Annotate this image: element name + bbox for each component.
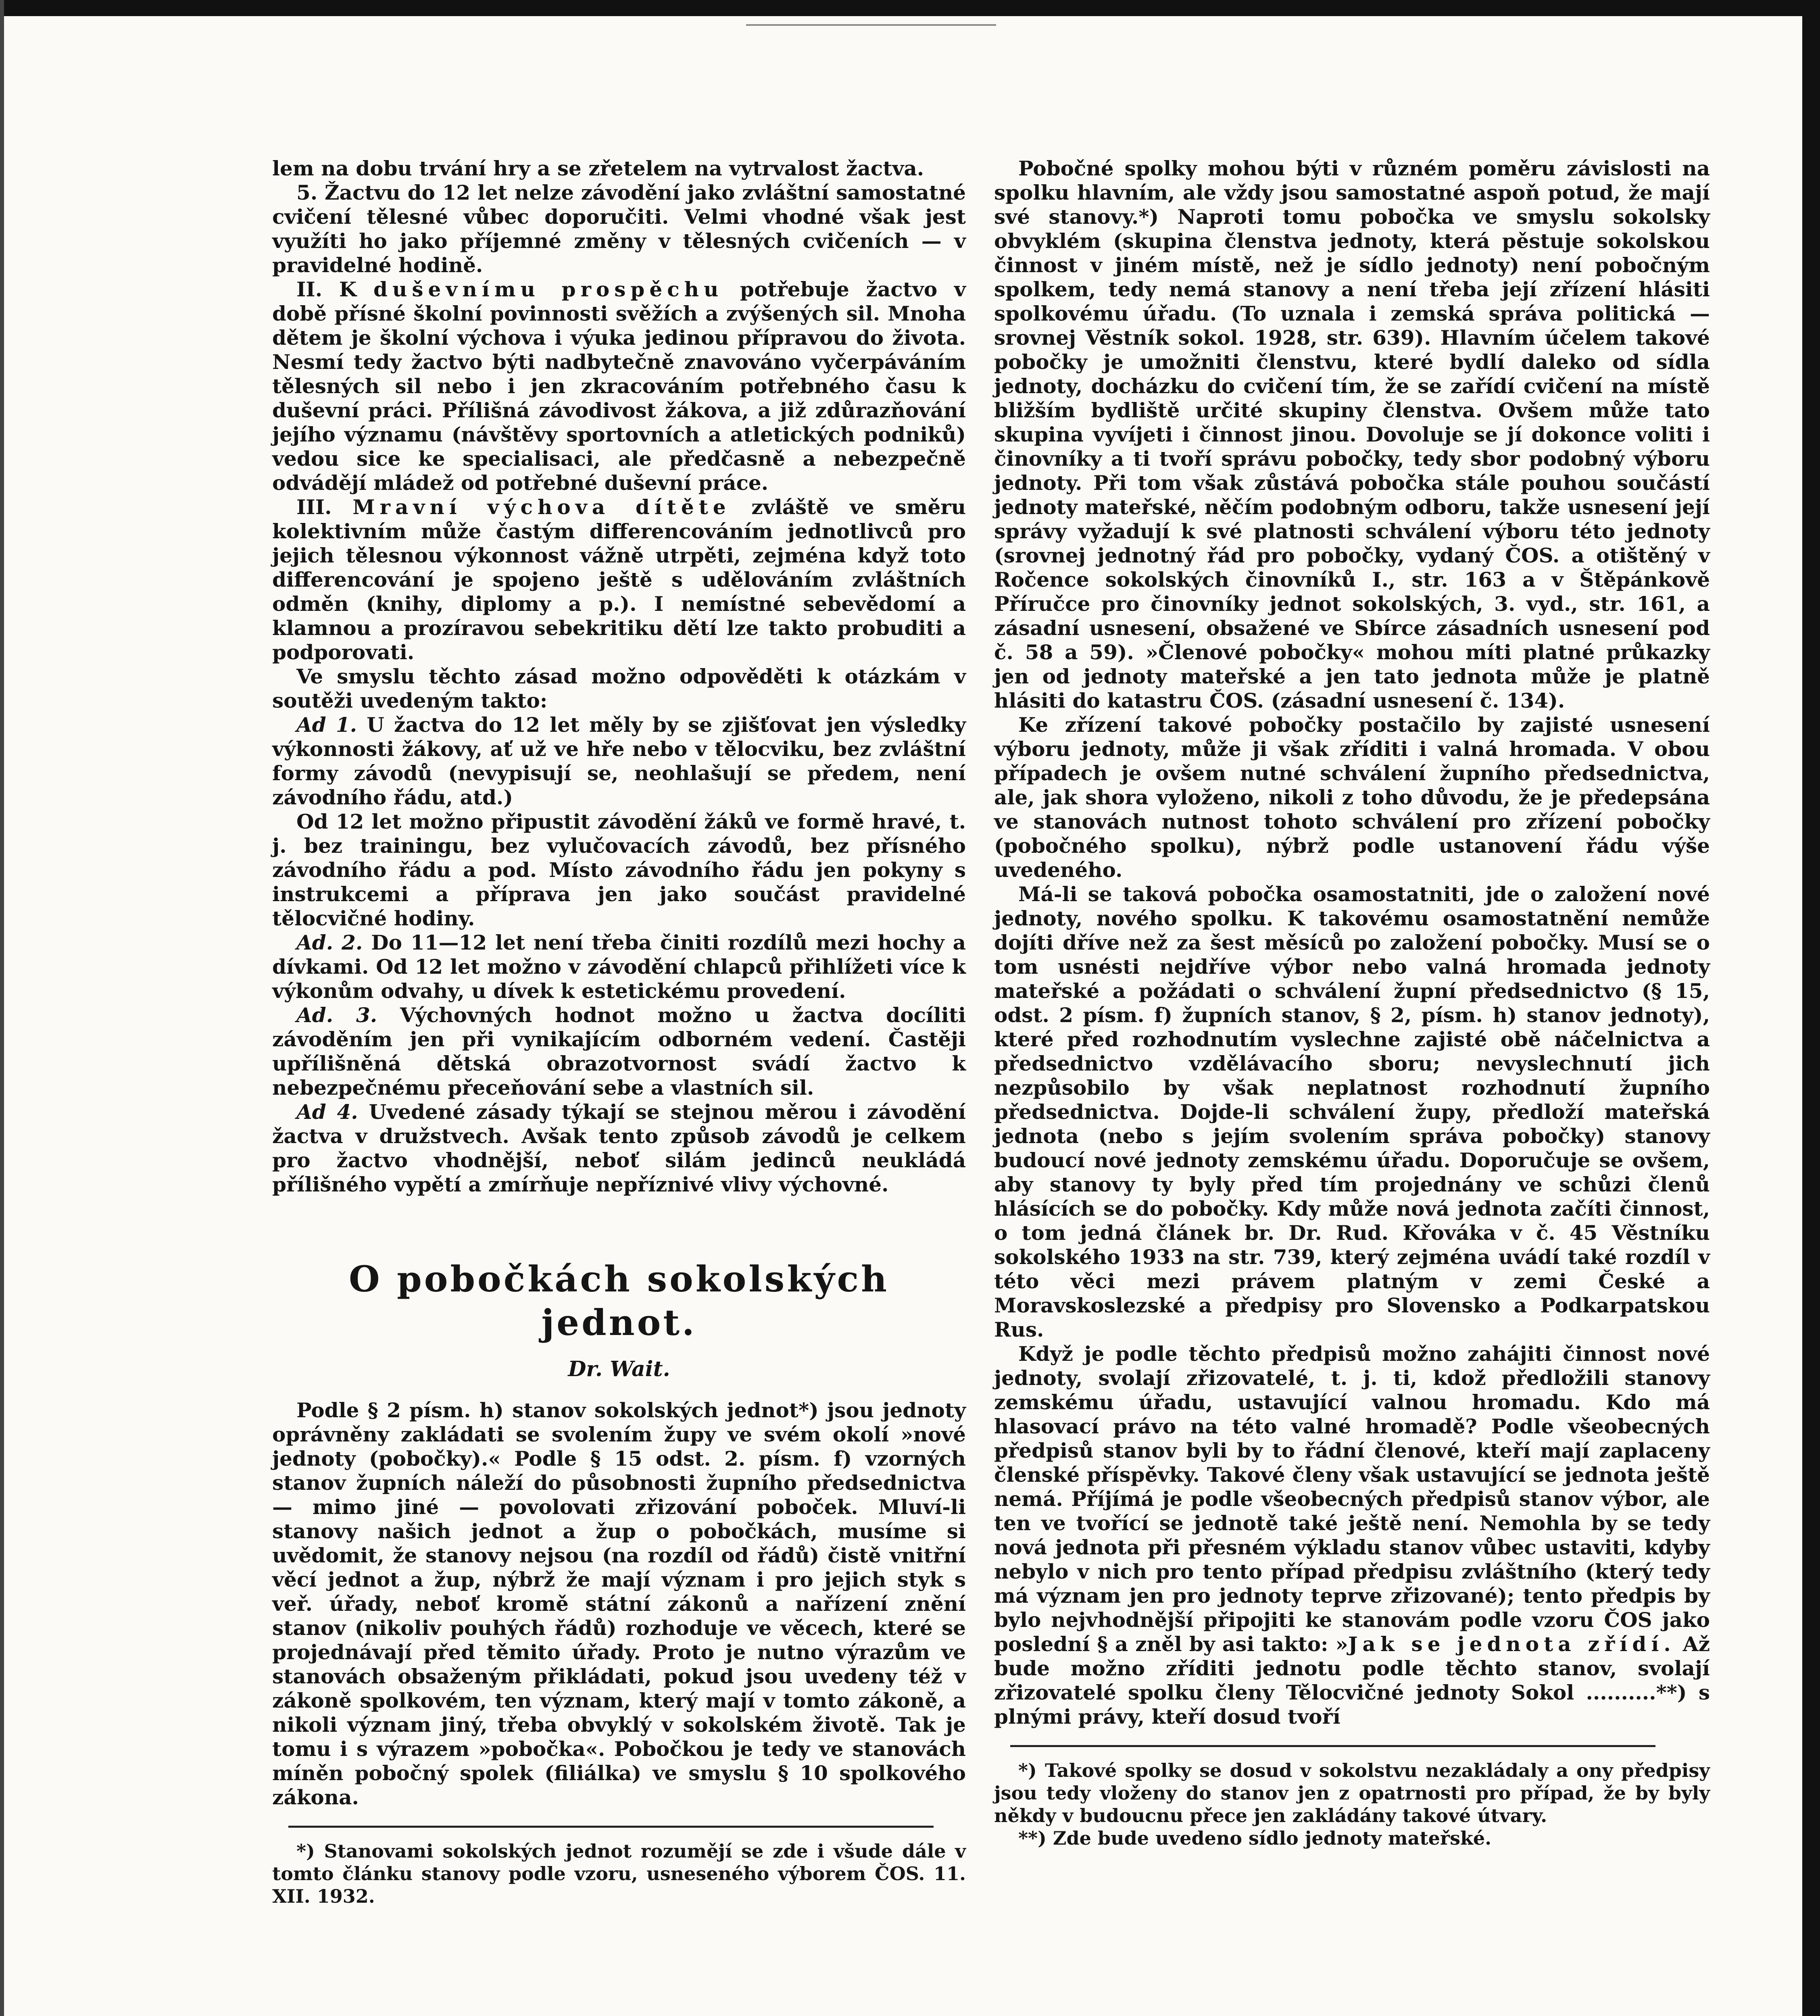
paragraph [272, 1003, 966, 1100]
ad-label: Ad. 2. [296, 931, 363, 954]
spaced-emphasis: Jak se jednota zřídí. [1348, 1632, 1676, 1656]
paragraph: 5. Žactvu do 12 let nelze závodění jako zvláštní samostatné cvičení tělesné vůbec doporučiti. Velmi vhodné však jest využíti ho jako příjemné změny v tělesných cvičeních — v pravidelné hodině. [272, 181, 966, 277]
footnote-divider [1010, 1745, 1655, 1747]
text-run: III. [296, 495, 353, 519]
paragraph: Ke zřízení takové pobočky postačilo by zajisté usnesení výboru jednoty, může ji však zříditi i valná hromada. V obou případech je ovšem nutné schválení župního předsednictva, ale, jak shora vyloženo, nikoli z toho důvodu, že je předepsána ve stanovách nutnost tohoto schválení pro zřízení pobočky (pobočného spolku), nýbrž podle ustanovení řádu výše uvedeného. [994, 713, 1710, 882]
ad-label: Ad. 3. [296, 1003, 377, 1027]
paragraph [272, 277, 966, 495]
paragraph: Má-li se taková pobočka osamostatniti, jde o založení nové jednoty, nového spolku. K takovému osamostatnění nemůže dojíti dříve než za šest měsíců po založení pobočky. Musí se o tom usnésti nejdříve výbor nebo valná hromada jednoty mateřské a požádati o schválení župní předsednictvo (§ 15, odst. 2 písm. f) župních stanov, § 2, písm. h) stanov jednoty), které před rozhodnutím vyslechne zajisté obě náčelnictva a předsednictvo vzdělávacího sboru; nevyslechnutí jich nezpůsobilo by však neplatnost rozhodnutí župního předsednictva. Dojde-li schválení župy, předloží mateřská jednota (nebo s jejím svolením správa pobočky) stanovy budoucí nové jednoty zemskému úřadu. Doporučuje se ovšem, aby stanovy ty byly před tím projednány ve schůzi členů hlásících se do pobočky. Kdy může nová jednota začíti činnost, o tom jedná článek br. Dr. Rud. Křováka v č. 45 Věstníku sokolského 1933 na str. 739, který zejména uvádí také rozdíl v této věci mezi právem platným v zemi České a Moravskoslezské a předpisy pro Slovensko a Podkarpatskou Rus. [994, 882, 1710, 1341]
scan-border-right [1802, 0, 1820, 2016]
footnote: **) Zde bude uvedeno sídlo jednoty mateřské. [1018, 1827, 1492, 1849]
ad-label: Ad 1. [296, 713, 357, 737]
spaced-emphasis: duševnímu prospěchu [373, 277, 723, 301]
crop-mark [746, 0, 996, 26]
paragraph: Podle § 2 písm. h) stanov sokolských jednot*) jsou jednoty oprávněny zakládati se svolením župy ve svém okolí »nové jednoty (pobočky).« Podle § 15 odst. 2. písm. f) vzorných stanov župních náleží do působnosti župního předsednictva — mimo jiné — povolovati zřizování poboček. Mluví-li stanovy našich jednot a žup o pobočkách, musíme si uvědomit, že stanovy nejsou (na rozdíl od řádů) čistě vnitřní věcí jednot a žup, nýbrž že mají význam i pro jejich styk s veř. úřady, neboť kromě státní zákonů a nařízení znění stanov (nikoliv pouhých řádů) rozhoduje ve věcech, které se projednávají před těmito úřady. Proto je nutno výrazům ve stanovách obsaženým přikládati, pokud jsou uvedeny též v zákoně spolkovém, ten význam, který mají v tomto zákoně, a nikoli význam jiný, třeba obvyklý v sokolském životě. Tak je tomu i s výrazem »pobočka«. Pobočkou je tedy ve stanovách míněn pobočný spolek (filiálka) ve smyslu § 10 spolkového zákona. [272, 1398, 966, 1809]
paragraph [272, 713, 966, 810]
text-run: zvláště ve směru kolektivním může častým differencováním jednotlivců pro jejich tělesnou výkonnost vážně utrpěti, zejména když toto differencování je spojeno ještě s udělováním zvláštních odměn (knihy, diplomy a p.). I nemístné sebevědomí a klamnou a prozíravou sebekritiku dětí lze takto probuditi a podporovati. [272, 495, 966, 664]
ad-label: Ad 4. [296, 1100, 358, 1124]
paragraph: Od 12 let možno připustit závodění žáků ve formě hravé, t. j. bez trainingu, bez vylučovacích závodů, bez přísného závodního řádu a pod. Místo závodního řádu jen pokyny s instrukcemi a příprava jen jako součást pravidelné tělocvičné hodiny. [272, 810, 966, 930]
scan-border-left [0, 0, 4, 2016]
paragraph [272, 931, 966, 1003]
text-run: II. K [296, 277, 374, 301]
footnote: *) Stanovami sokolských jednot rozumějí se zde i všude dále v tomto článku stanovy podle vzoru, usneseného výborem ČOS. 11. XII. 1932. [272, 1840, 966, 1907]
text-run: Když je podle těchto předpisů možno zahájiti činnost nové jednoty, svolají zřizovatelé, t. j. ti, kdož předložili stanovy zemskému úřadu, ustavující valnou hromadu. Kdo má hlasovací právo na této valné hromadě? Podle všeobecných předpisů stanov byli by to řádní členové, kteří mají zaplaceny členské příspěvky. Takové členy však ustavující se jednota ještě nemá. Příjímá je podle všeobecných předpisů stanov výbor, ale ten ve tvořící se jednotě také ještě není. Nemohla by se tedy nová jednota při přesném výkladu stanov vůbec ustaviti, kdyby nebylo v nich pro tento případ předpisu zvláštního (který tedy má význam jen pro jednoty teprve zřizované); tento předpis by bylo nejvhodnější připojiti ke stanovám podle vzoru ČOS jako poslední § a zněl by asi takto: » [994, 1342, 1710, 1656]
text-run: Výchovných hodnot možno u žactva docíliti závoděním jen při vynikajícím odborném vedení. Častěji upřílišněná dětská obrazotvornost svádí žactvo k nebezpečnému přeceňování sebe a vlastních sil. [272, 1003, 966, 1100]
paragraph [272, 495, 966, 664]
paragraph: lem na dobu trvání hry a se zřetelem na vytrvalost žactva. [272, 156, 924, 180]
text-run: Až bude možno zříditi jednotu podle těchto stanov, svolají zřizovatelé spolku členy Tělocvičné jednoty Sokol ..........**) s plnými právy, kteří dosud tvoří [994, 1632, 1710, 1729]
left-column [272, 156, 966, 1908]
text-run: U žactva do 12 let měly by se zjišťovat jen výsledky výkonnosti žákovy, ať už ve hře nebo v tělocviku, bez zvláštní formy závodů (nevypisují se, neohlašují se předem, není závodního řádu, atd.) [272, 713, 966, 809]
paragraph: Ve smyslu těchto zásad možno odpověděti k otázkám v soutěži uvedeným takto: [272, 664, 966, 712]
spaced-emphasis: Mravní výchova dítěte [352, 495, 731, 519]
paragraph [272, 1100, 966, 1197]
article-author: Dr. Wait. [568, 1357, 670, 1381]
paragraph [994, 1342, 1710, 1729]
text-run: potřebuje žactvo v době přísné školní povinnosti svěžích a zvýšených sil. Mnoha dětem je školní výchova i výuka jedinou přípravou do života. Nesmí tedy žactvo býti nadbytečně znavováno vyčerpáváním tělesných sil nebo i jen zkracováním potřebného času k duševní práci. Přílišná závodivost žákova, a již zdůrazňování jejího významu (návštěvy sportovních a atletických podniků) vedou sice ke specialisaci, ale předčasně a nebezpečně odvádějí mládež od potřebné duševní práce. [272, 277, 966, 495]
paragraph: Pobočné spolky mohou býti v různém poměru závislosti na spolku hlavním, ale vždy jsou samostatné aspoň potud, že mají své stanovy.*) Naproti tomu pobočka ve smyslu sokolsky obvyklém (skupina členstva jednoty, která pěstuje sokolskou činnost v jiném místě, než je sídlo jednoty) není pobočným spolkem, tedy nemá stanovy a není třeba její zřízení hlásiti spolkovému úřadu. (To uznala i zemská správa politická — srovnej Věstník sokol. 1928, str. 639). Hlavním účelem takové pobočky je umožniti členstvu, které bydlí daleko od sídla jednoty, docházku do cvičení tím, že se zařídí cvičení na místě bližším bydliště určité skupiny členstva. Ovšem může tato skupina vyvíjeti i činnost jinou. Dovoluje se jí dokonce voliti i činovníky a ti tvoří správu pobočky, tedy sbor podobný výboru jednoty. Při tom však zůstává pobočka stále pouhou součástí jednoty mateřské, něčím podobným odboru, takže usnesení její správy vyžadují k své platnosti schválení výboru této jednoty (srovnej jednotný řád pro pobočky, vydaný ČOS. a otištěný v Ročence sokolských činovníků I., str. 163 a v Štěpánkově Příručce pro činovníky jednot sokolských, 3. vyd., str. 161, a zásadní usnesení, obsažené ve Sbírce zásadních usnesení pod č. 58 a 59). »Členové pobočky« mohou míti platné průkazky jen od jednoty mateřské a jen tato jednota může je platně hlásiti do katastru ČOS. (zásadní usnesení č. 134). [994, 156, 1710, 712]
text-run: Do 11—12 let není třeba činiti rozdílů mezi hochy a dívkami. Od 12 let možno v závodění chlapců přihlížeti více k výkonům odvahy, u dívek k estetickému provedení. [272, 931, 966, 1003]
footnote: *) Takové spolky se dosud v sokolstvu nezakládaly a ony předpisy jsou tedy vloženy do stanov jen z opatrnosti pro případ, že by byly někdy v budoucnu přece jen zakládány takové útvary. [994, 1760, 1710, 1826]
text-run: Uvedené zásady týkají se stejnou měrou i závodění žactva v družstvech. Avšak tento způsob závodů je celkem pro žactvo vhodnější, neboť silám jedinců neukládá přílišného vypětí a zmírňuje nepříznivé vlivy výchovné. [272, 1100, 966, 1196]
right-column [994, 156, 1710, 1849]
footnote-divider [288, 1826, 934, 1828]
article-heading: O pobočkách sokolských jednot. [348, 1258, 890, 1343]
